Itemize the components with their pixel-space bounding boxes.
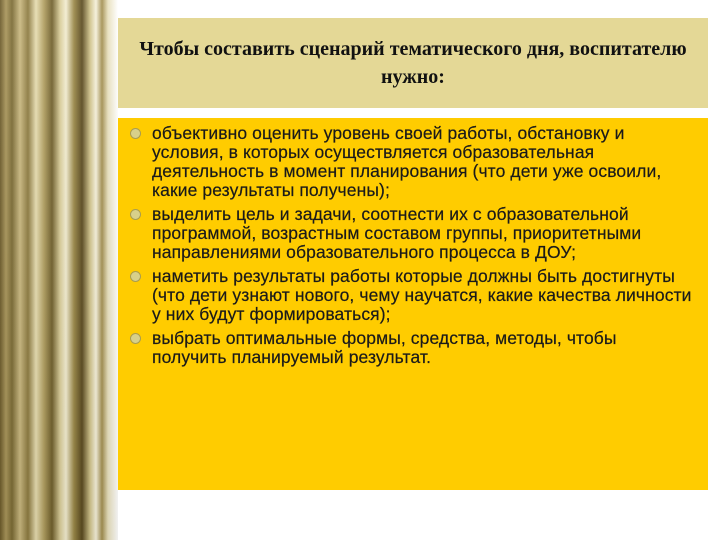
list-item-text: объективно оценить уровень своей работы, обстановку и условия, в которых осуществляется образовательная деятельность в момент планирования (что дети уже освоили, какие результаты получены);: [152, 123, 662, 200]
list-item-text: наметить результаты работы которые должны быть достигнуты (что дети узнают нового, чему научатся, какие качества личности у них будут формироваться);: [152, 266, 692, 324]
content-panel: [118, 118, 708, 490]
slide-title: Чтобы составить сценарий тематического дня, воспитателю нужно:: [139, 38, 687, 88]
list-item-text: выбрать оптимальные формы, средства, методы, чтобы получить планируемый результат.: [152, 328, 617, 367]
curtain-shade: [0, 0, 118, 540]
title-panel: [118, 18, 708, 108]
list-item: [128, 329, 696, 367]
bullet-icon: [130, 209, 141, 220]
bullet-icon: [130, 333, 141, 344]
list-item: [128, 205, 696, 262]
bullet-list: [128, 124, 696, 367]
list-item: [128, 267, 696, 324]
bullet-icon: [130, 271, 141, 282]
list-item-text: выделить цель и задачи, соотнести их с образовательной программой, возрастным составом группы, приоритетными направлениями образовательного процесса в ДОУ;: [152, 204, 642, 262]
bullet-icon: [130, 128, 141, 139]
list-item: [128, 124, 696, 200]
